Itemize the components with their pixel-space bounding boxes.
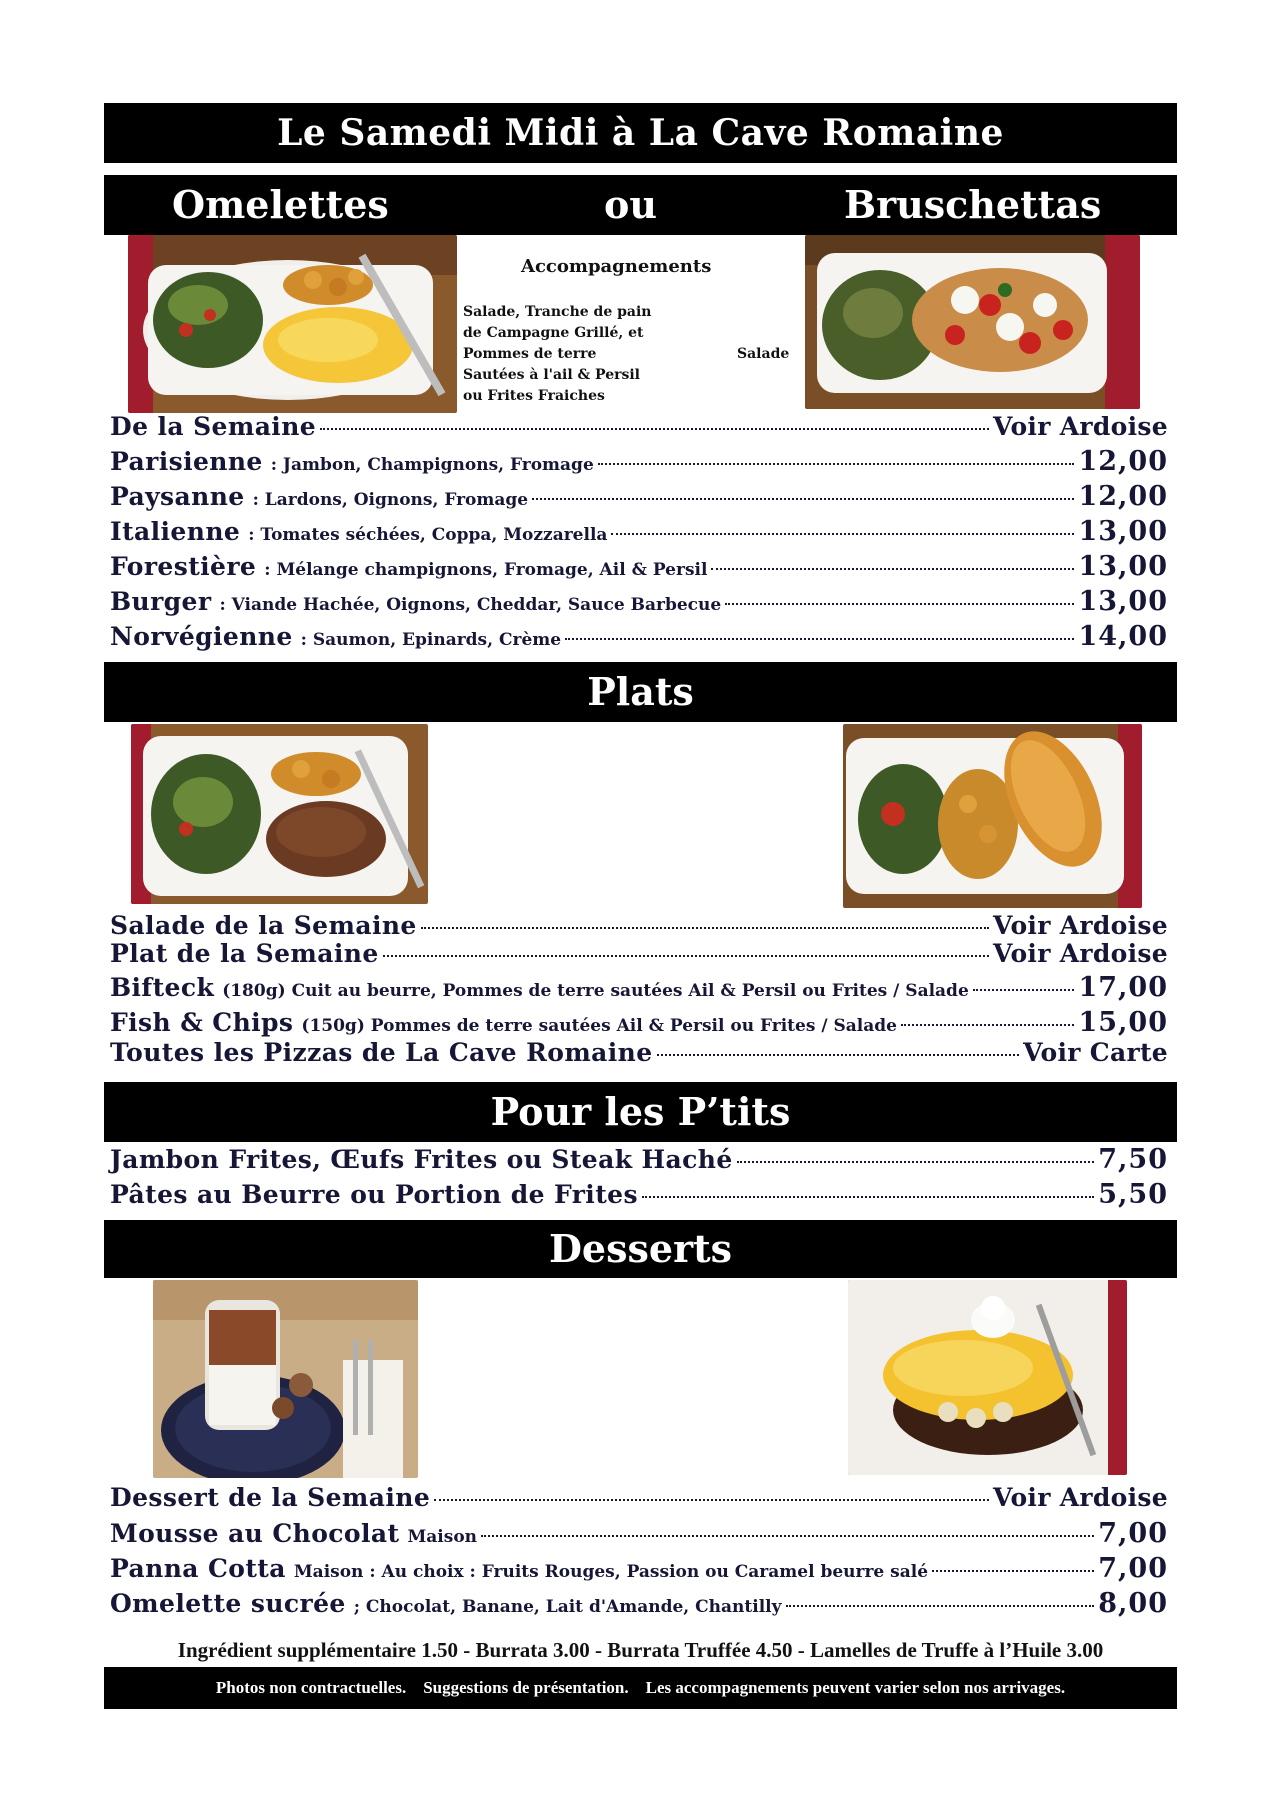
leader-dots — [481, 1535, 1094, 1537]
item-name: Toutes les Pizzas de La Cave Romaine — [110, 1038, 653, 1067]
ptits-row-1 — [110, 1144, 1168, 1175]
item-price: 17,00 — [1078, 972, 1168, 1003]
item-price: 12,00 — [1078, 481, 1168, 512]
leader-dots — [320, 428, 989, 430]
item-name: Burger — [110, 587, 212, 616]
item-price: 13,00 — [1078, 551, 1168, 582]
panna-cotta-photo — [153, 1280, 418, 1478]
omelette-row-3 — [110, 481, 1168, 512]
item-description: Maison : Au choix : Fruits Rouges, Passion ou Caramel beurre salé — [293, 1562, 929, 1582]
desserts-bar — [104, 1220, 1177, 1278]
item-name: Omelette sucrée — [110, 1589, 346, 1618]
accompagnements-line-5: ou Frites Fraiches — [463, 388, 605, 404]
item-name: Fish & Chips — [110, 1008, 294, 1037]
leader-dots — [932, 1570, 1094, 1572]
ptits-bar — [104, 1082, 1177, 1142]
leader-dots — [611, 533, 1074, 535]
omelette-row-6 — [110, 586, 1168, 617]
plats-bar — [104, 662, 1177, 722]
leader-dots — [737, 1161, 1095, 1163]
desserts-row-2 — [110, 1518, 1168, 1549]
item-price: 7,00 — [1098, 1518, 1168, 1549]
item-price: 5,50 — [1098, 1179, 1168, 1210]
item-name: Plat de la Semaine — [110, 939, 379, 968]
leader-dots — [786, 1605, 1095, 1607]
item-description: (150g) Pommes de terre sautées Ail & Persil ou Frites / Salade — [301, 1016, 897, 1036]
item-price: Voir Ardoise — [993, 939, 1168, 968]
desserts-row-1 — [110, 1483, 1168, 1512]
omelettes-heading: Omelettes — [172, 182, 389, 227]
supplements-line: Ingrédient supplémentaire 1.50 - Burrata 3.00 - Burrata Truffée 4.50 - Lamelles de Truffe à l’Huile 3.00 — [177, 1638, 1104, 1662]
item-description: ; Chocolat, Banane, Lait d'Amande, Chantilly — [353, 1597, 782, 1617]
item-price: Voir Carte — [1023, 1038, 1168, 1067]
plats-row-3 — [110, 972, 1168, 1003]
item-name: Salade de la Semaine — [110, 911, 417, 940]
ptits-row-2 — [110, 1179, 1168, 1210]
leader-dots — [901, 1024, 1075, 1026]
menu-title: Le Samedi Midi à La Cave Romaine — [277, 112, 1004, 154]
item-name: Forestière — [110, 552, 257, 581]
item-name: Parisienne — [110, 447, 263, 476]
item-description: : Tomates séchées, Coppa, Mozzarella — [248, 525, 608, 545]
item-description: : Viande Hachée, Oignons, Cheddar, Sauce Barbecue — [219, 595, 722, 615]
leader-dots — [565, 638, 1074, 640]
item-name: Mousse au Chocolat — [110, 1519, 400, 1548]
leader-dots — [421, 927, 989, 929]
menu-title-bar — [104, 103, 1177, 163]
item-price: 13,00 — [1078, 516, 1168, 547]
omelette-row-1 — [110, 412, 1168, 441]
desserts-row-3 — [110, 1553, 1168, 1584]
plats-row-1 — [110, 911, 1168, 940]
leader-dots — [642, 1196, 1094, 1198]
plats-row-4 — [110, 1007, 1168, 1038]
item-price: 7,00 — [1098, 1553, 1168, 1584]
leader-dots — [973, 989, 1075, 991]
item-price: 12,00 — [1078, 446, 1168, 477]
item-price: 13,00 — [1078, 586, 1168, 617]
item-price: Voir Ardoise — [993, 911, 1168, 940]
accompagnements-line-4: Sautées à l'ail & Persil — [463, 367, 640, 383]
leader-dots — [657, 1054, 1020, 1056]
item-name: Bifteck — [110, 973, 215, 1002]
footer-bar — [104, 1667, 1177, 1709]
item-name: Italienne — [110, 517, 241, 546]
item-description: : Lardons, Oignons, Fromage — [252, 490, 529, 510]
footer-note: Photos non contractuelles. Suggestions de présentation. Les accompagnements peuvent varier selon nos arrivages. — [215, 1678, 1066, 1697]
omelette-row-4 — [110, 516, 1168, 547]
plats-row-5 — [110, 1038, 1168, 1067]
bruschettas-heading: Bruschettas — [844, 182, 1102, 227]
item-name: Paysanne — [110, 482, 245, 511]
item-description: Maison — [407, 1527, 478, 1547]
item-name: Jambon Frites, Œufs Frites ou Steak Haché — [110, 1145, 733, 1174]
desserts-row-4 — [110, 1588, 1168, 1619]
accompagnements-line-1: Salade, Tranche de pain — [463, 304, 652, 320]
leader-dots — [532, 498, 1074, 500]
item-name: Dessert de la Semaine — [110, 1483, 431, 1512]
item-price: 7,50 — [1098, 1144, 1168, 1175]
plats-heading: Plats — [587, 669, 694, 714]
omelette-row-5 — [110, 551, 1168, 582]
steak-photo — [131, 724, 428, 904]
fish-and-chips-photo — [843, 724, 1142, 908]
omelette-sucree-photo — [848, 1280, 1127, 1475]
item-price: 14,00 — [1078, 621, 1168, 652]
leader-dots — [434, 1499, 989, 1501]
item-price: Voir Ardoise — [993, 1483, 1168, 1512]
accompagnements-line-2: de Campagne Grillé, et — [463, 325, 644, 341]
item-description: : Mélange champignons, Fromage, Ail & Persil — [264, 560, 708, 580]
ou-heading: ou — [604, 182, 657, 227]
omelette-photo — [128, 235, 457, 413]
item-description: : Jambon, Champignons, Fromage — [270, 455, 594, 475]
accompagnements-line-3: Pommes de terre — [463, 346, 597, 362]
desserts-heading: Desserts — [548, 1226, 733, 1271]
bruschetta-photo — [805, 235, 1140, 409]
item-price: 15,00 — [1078, 1007, 1168, 1038]
omelette-row-2 — [110, 446, 1168, 477]
plats-row-2 — [110, 939, 1168, 968]
item-description: (180g) Cuit au beurre, Pommes de terre sautées Ail & Persil ou Frites / Salade — [222, 981, 969, 1001]
leader-dots — [725, 603, 1074, 605]
item-price: Voir Ardoise — [993, 412, 1168, 441]
leader-dots — [711, 568, 1074, 570]
leader-dots — [383, 955, 989, 957]
accompagnements-salade-label: Salade — [737, 346, 790, 362]
item-name: Panna Cotta — [110, 1554, 286, 1583]
omelettes-bar — [104, 175, 1177, 235]
item-name: Norvégienne — [110, 622, 293, 651]
item-name: De la Semaine — [110, 412, 317, 441]
ptits-heading: Pour les P’tits — [490, 1089, 791, 1134]
item-price: 8,00 — [1098, 1588, 1168, 1619]
accompagnements-title: Accompagnements — [521, 256, 712, 277]
item-description: : Saumon, Epinards, Crème — [300, 630, 562, 650]
item-name: Pâtes au Beurre ou Portion de Frites — [110, 1180, 638, 1209]
leader-dots — [598, 463, 1075, 465]
omelette-row-7 — [110, 621, 1168, 652]
